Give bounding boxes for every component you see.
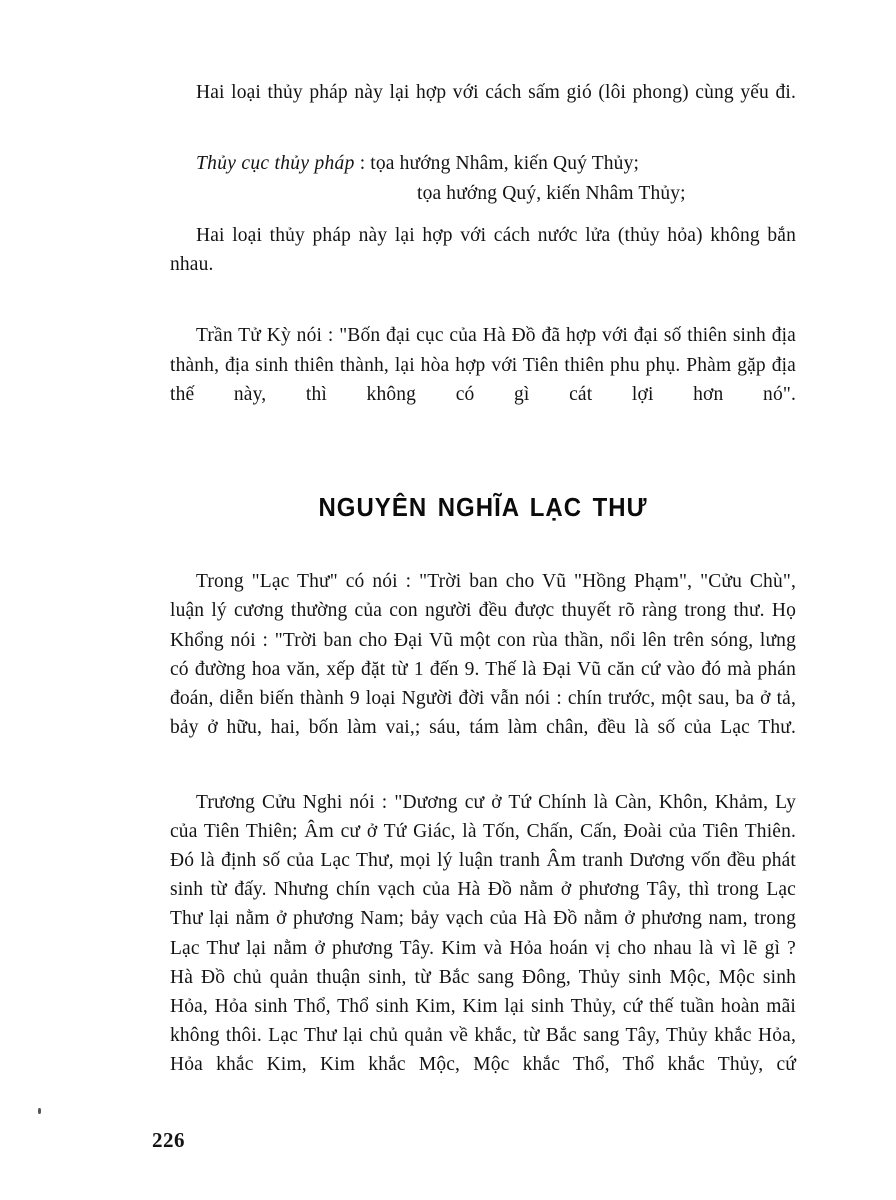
paragraph-spacer	[170, 208, 796, 221]
definition-value-1: tọa hướng Nhâm, kiến Quý Thủy;	[370, 153, 640, 175]
page-number: 226	[152, 1128, 185, 1152]
paragraph-thuy-phap-lôi-phong: Hai loại thủy pháp này lại hợp với cách sấm gió (lôi phong) cùng yếu đi.	[196, 82, 796, 103]
paragraph-spacer	[170, 136, 796, 149]
definition-first-line	[170, 149, 796, 178]
paragraph-thuy-hoa: Hai loại thủy pháp này lại hợp với cách nước lửa (thủy hỏa) không bắn nhau.	[170, 224, 796, 276]
definition-second-line: tọa hướng Quý, kiến Nhâm Thủy;	[417, 182, 686, 204]
scan-artifact-speck	[38, 1108, 41, 1114]
heading-spacer-top	[170, 438, 796, 494]
definition-thuy-cuc-thuy-phap	[170, 149, 796, 207]
section-heading: NGUYÊN NGHĨA LẠC THƯ	[318, 494, 648, 523]
page-text-block	[170, 78, 796, 1109]
paragraph-spacer	[170, 772, 796, 788]
definition-term: Thủy cục thủy pháp	[196, 153, 355, 175]
paragraph-truong-cuu-nghi: Trương Cửu Nghi nói : "Dương cư ở Tứ Chính là Càn, Khôn, Khảm, Ly của Tiên Thiên; Âm cư ở Tứ Giác, là Tốn, Chấn, Cấn, Đoài của Tiên Thiên. Đó là định số của Lạc Thư, mọi lý luận tranh Âm tranh Dương vốn đều phát sinh từ đấy. Nhưng chín vạch của Hà Đồ nằm ở phương Tây, thì trong Lạc Thư lại nằm ở phương Nam; bảy vạch của Hà Đồ nằm ở phương nam, trong Lạc Thư lại nằm ở phương Tây. Kim và Hỏa hoán vị cho nhau là vì lẽ gì ? Hà Đồ chủ quản thuận sinh, từ Bắc sang Đông, Thủy sinh Mộc, Mộc sinh Hỏa, Hỏa sinh Thổ, Thổ sinh Kim, Kim lại sinh Thủy, cứ thế tuần hoàn mãi không thôi. Lạc Thư lại chủ quản về khắc, từ Bắc sang Tây, Thủy khắc Hỏa, Hỏa khắc Kim, Kim khắc Mộc, Mộc khắc Thổ, Thổ khắc Thủy, cứ	[170, 791, 796, 1076]
heading-spacer-bottom	[170, 523, 796, 567]
paragraph-tran-tu-ky: Trần Tử Kỳ nói : "Bốn đại cục của Hà Đồ đã hợp với đại số thiên sinh địa thành, địa sinh thiên thành, lại hòa hợp với Tiên thiên phu phụ. Phàm gặp địa thế này, thì không có gì cát lợi hơn nó".	[170, 325, 796, 405]
paragraph-spacer	[170, 308, 796, 321]
definition-separator: :	[354, 153, 371, 175]
paragraph-lac-thu-co-noi: Trong "Lạc Thư" có nói : "Trời ban cho Vũ "Hồng Phạm", "Cửu Chù", luận lý cương thường của con người đều được thuyết rõ ràng trong thư. Họ Khổng nói : "Trời ban cho Đại Vũ một con rùa thần, nổi lên trên sóng, lưng có đường hoa văn, xếp đặt từ 1 đến 9. Thế là Đại Vũ căn cứ vào đó mà phán đoán, diễn biến thành 9 loại Người đời vẫn nói : chín trước, một sau, ba ở tả, bảy ở hữu, hai, bốn làm vai,; sáu, tám làm chân, đều là số của Lạc Thư.	[170, 571, 796, 739]
